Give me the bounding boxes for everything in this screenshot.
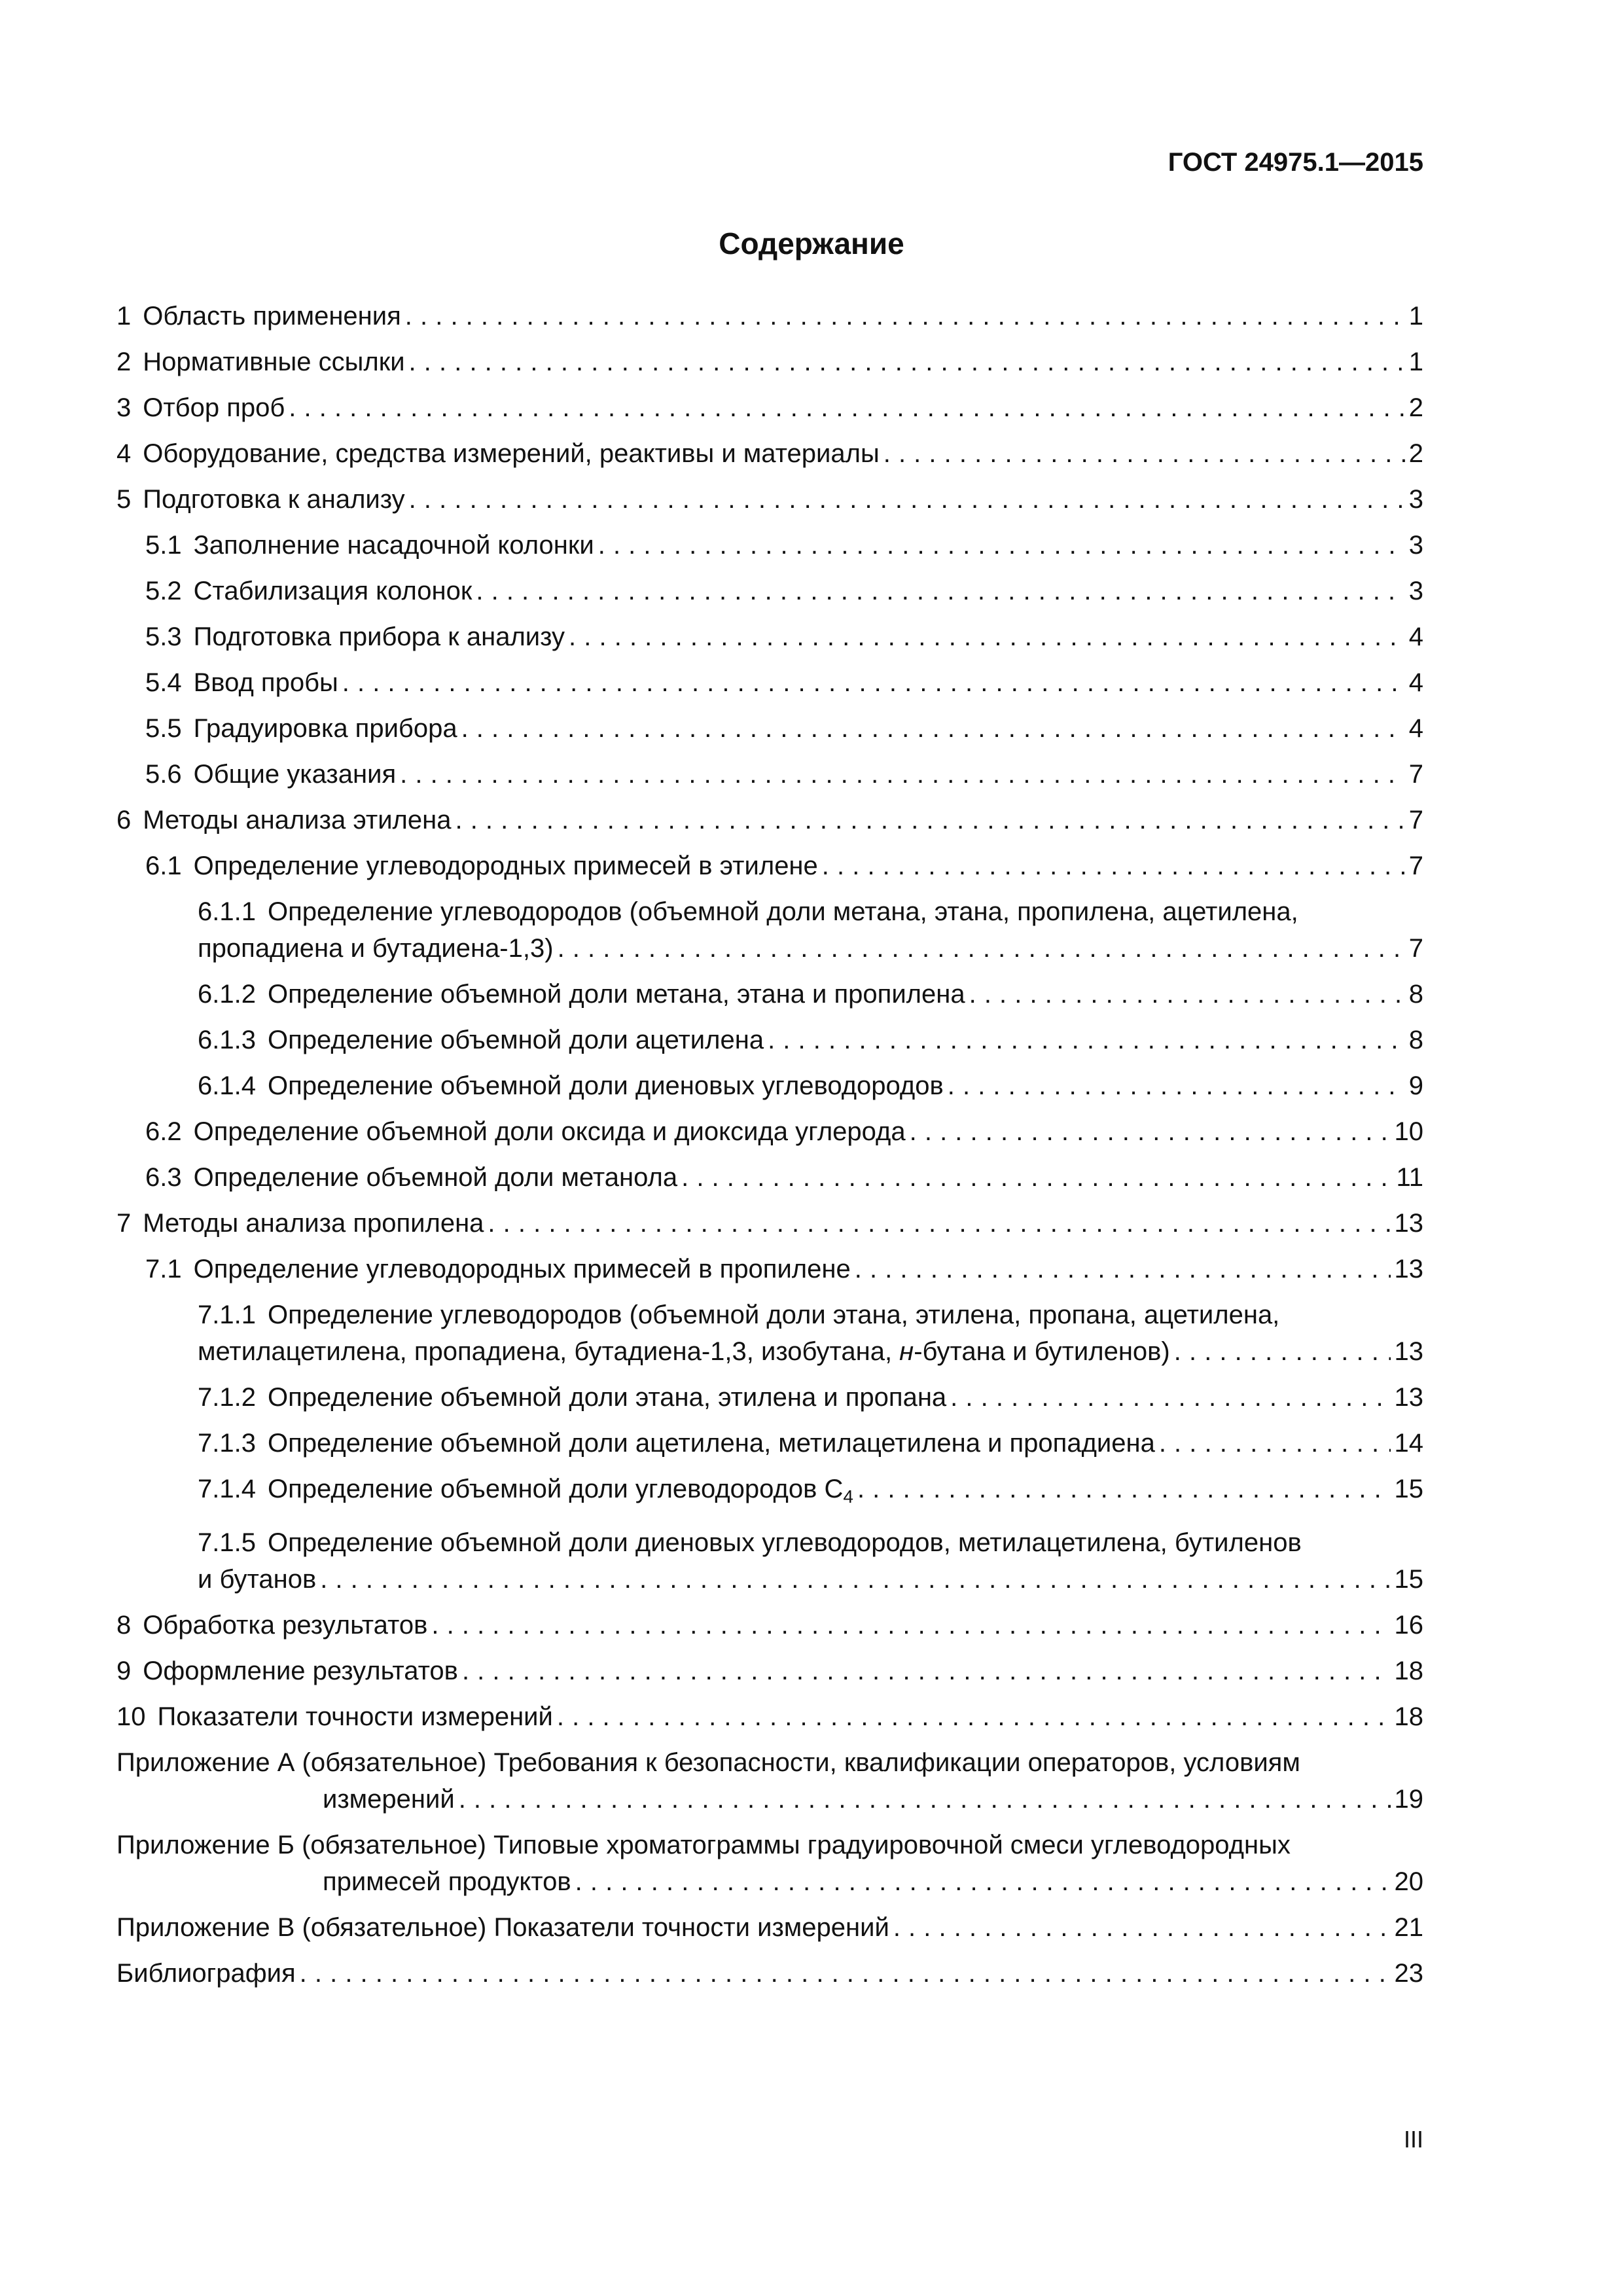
toc-page: 3 [1408, 577, 1423, 605]
toc-title: Определение углеводородных примесей в этилене [193, 852, 818, 880]
toc-number: 7 [116, 1209, 132, 1238]
toc-page: 4 [1408, 714, 1423, 743]
toc-number: 6.1 [145, 852, 182, 880]
toc-page: 8 [1408, 1026, 1423, 1054]
toc-number: 6.3 [145, 1163, 182, 1192]
toc-number: 4 [116, 439, 132, 468]
page-title: Содержание [719, 226, 904, 260]
toc-leader [857, 1471, 1391, 1507]
toc-leader [342, 664, 1405, 701]
toc-title: Подготовка прибора к анализу [193, 622, 565, 651]
toc-number: 9 [116, 1657, 132, 1685]
toc-leader [557, 1698, 1391, 1735]
toc-number: 7.1.2 [198, 1383, 256, 1412]
toc-entry-appendix[interactable] [116, 1909, 1423, 1946]
toc-title: Определение объемной доли метана, этана и пропилена [267, 980, 965, 1009]
toc-leader [289, 389, 1404, 426]
toc-page: 7 [1408, 934, 1423, 963]
toc-page: 13 [1394, 1337, 1423, 1366]
toc-leader [822, 848, 1405, 884]
toc-page: 16 [1394, 1611, 1423, 1640]
toc-entry[interactable] [116, 710, 1423, 747]
toc-page: 10 [1394, 1117, 1423, 1146]
toc-leader [948, 1067, 1405, 1104]
toc-page: 13 [1394, 1383, 1423, 1412]
toc-page: 19 [1394, 1785, 1423, 1814]
toc-number: 6.2 [145, 1117, 182, 1146]
toc-page: 18 [1394, 1657, 1423, 1685]
toc-title: Определение углеводородных примесей в пропилене [193, 1255, 851, 1283]
toc-number: 5.1 [145, 531, 182, 560]
toc-number: 3 [116, 393, 132, 422]
toc-entry[interactable] [116, 573, 1423, 609]
toc-title: Обработка результатов [143, 1611, 428, 1640]
toc-entry-appendix[interactable] [116, 1744, 1423, 1818]
toc-title: Определение объемной доли диеновых углеводородов [267, 1071, 944, 1100]
toc-leader [405, 298, 1405, 334]
toc-leader [1174, 1333, 1391, 1370]
toc-page: 8 [1408, 980, 1423, 1009]
toc-leader [558, 930, 1405, 967]
toc-leader [459, 1781, 1391, 1818]
toc-entry[interactable] [116, 1379, 1423, 1416]
toc-number: 7.1 [145, 1255, 182, 1283]
toc-title: Оборудование, средства измерений, реактивы и материалы [143, 439, 880, 468]
toc-title-continued: измерений [323, 1785, 455, 1814]
toc-leader [488, 1205, 1390, 1242]
toc-page: 3 [1408, 485, 1423, 514]
toc-title: Определение объемной доли этана, этилена и пропана [267, 1383, 947, 1412]
page-number: III [1403, 2126, 1423, 2153]
toc-title: Нормативные ссылки [143, 348, 405, 376]
toc-entry[interactable] [116, 1205, 1423, 1242]
toc-entry[interactable] [116, 1607, 1423, 1643]
toc-entry[interactable] [116, 1471, 1423, 1515]
toc-entry[interactable] [116, 527, 1423, 564]
toc-number: 5.2 [145, 577, 182, 605]
toc-page: 21 [1394, 1913, 1423, 1942]
toc-number: 5.3 [145, 622, 182, 651]
toc-page: 1 [1408, 302, 1423, 331]
toc-leader [300, 1955, 1391, 1992]
toc-page: 7 [1408, 760, 1423, 789]
toc-page: 7 [1408, 852, 1423, 880]
toc-page: 18 [1394, 1702, 1423, 1731]
toc-page: 15 [1394, 1475, 1423, 1503]
toc-leader [910, 1113, 1391, 1150]
toc-entry[interactable] [116, 298, 1423, 334]
toc-page: 7 [1408, 806, 1423, 834]
toc-entry[interactable] [116, 893, 1423, 967]
toc-entry[interactable] [116, 1653, 1423, 1689]
toc-leader [320, 1561, 1390, 1598]
toc-number: 6 [116, 806, 132, 834]
toc-page: 11 [1396, 1163, 1423, 1192]
toc-entry[interactable] [116, 664, 1423, 701]
toc-entry[interactable] [116, 1113, 1423, 1150]
toc-entry[interactable] [116, 848, 1423, 884]
toc-title: Оформление результатов [143, 1657, 458, 1685]
toc-number: 7.1.1 [198, 1300, 256, 1329]
toc-entry[interactable] [116, 1524, 1423, 1598]
toc-entry[interactable] [116, 802, 1423, 838]
toc-number: 5 [116, 485, 132, 514]
toc-entry[interactable] [116, 1698, 1423, 1735]
toc-entry-bibliography[interactable] [116, 1955, 1423, 1992]
toc-number: 6.1.3 [198, 1026, 256, 1054]
toc-title: Показатели точности измерений [157, 1702, 553, 1731]
toc-leader [969, 976, 1405, 1013]
toc-title: Определение объемной доли углеводородов $С_4$ [267, 1475, 853, 1507]
toc-title: Подготовка к анализу [143, 485, 405, 514]
toc-title: Приложение В (обязательное) Показатели точности измерений [116, 1913, 889, 1942]
toc-page: 3 [1408, 531, 1423, 560]
toc-entry[interactable] [116, 435, 1423, 472]
toc-entry[interactable] [116, 1297, 1423, 1370]
toc-page: 23 [1394, 1959, 1423, 1988]
toc-title: Общие указания [193, 760, 397, 789]
toc-title: Определение объемной доли диеновых углеводородов, метилацетилена, бутиленов [267, 1528, 1302, 1557]
toc-title: Определение объемной доли метанола [193, 1163, 678, 1192]
toc-number: 5.5 [145, 714, 182, 743]
toc-entry[interactable] [116, 756, 1423, 793]
toc-leader [409, 481, 1405, 518]
toc-leader [400, 756, 1405, 793]
toc-entry[interactable] [116, 481, 1423, 518]
toc-page: 4 [1408, 622, 1423, 651]
toc-leader [461, 710, 1405, 747]
toc-leader [455, 802, 1404, 838]
toc-entry[interactable] [116, 1159, 1423, 1196]
table-of-contents [116, 298, 1423, 2001]
toc-entry[interactable] [116, 344, 1423, 380]
toc-leader [855, 1251, 1391, 1287]
toc-leader [476, 573, 1404, 609]
toc-title: Методы анализа этилена [143, 806, 452, 834]
toc-page: 4 [1408, 668, 1423, 697]
toc-leader [950, 1379, 1390, 1416]
toc-entry[interactable] [116, 389, 1423, 426]
toc-page: 2 [1408, 393, 1423, 422]
toc-number: 8 [116, 1611, 132, 1640]
toc-number: 2 [116, 348, 132, 376]
toc-entry[interactable] [116, 976, 1423, 1013]
toc-number: 6.1.1 [198, 897, 256, 926]
toc-leader [409, 344, 1405, 380]
standard-number: ГОСТ 24975.1—2015 [1168, 148, 1423, 177]
toc-title: Определение углеводородов (объемной доли этана, этилена, пропана, ацетилена, [267, 1300, 1280, 1329]
toc-title: Определение объемной доли ацетилена [267, 1026, 764, 1054]
toc-title: Область применения [143, 302, 401, 331]
toc-title-continued: и бутанов [198, 1565, 317, 1594]
toc-title: Библиография [116, 1959, 296, 1988]
toc-number: 7.1.4 [198, 1475, 256, 1503]
toc-page: 9 [1408, 1071, 1423, 1100]
toc-title-continued: примесей продуктов [323, 1867, 571, 1896]
toc-title: Определение углеводородов (объемной доли метана, этана, пропилена, ацетилена, [267, 897, 1298, 926]
toc-title: Отбор проб [143, 393, 285, 422]
toc-number: 5.6 [145, 760, 182, 789]
toc-entry[interactable] [116, 1022, 1423, 1058]
toc-number: 7.1.3 [198, 1429, 256, 1458]
toc-page: 13 [1394, 1255, 1423, 1283]
toc-leader [883, 435, 1405, 472]
toc-page: 20 [1394, 1867, 1423, 1896]
toc-leader [575, 1863, 1391, 1900]
toc-title-continued: пропадиена и бутадиена-1,3) [198, 934, 554, 963]
toc-leader [893, 1909, 1391, 1946]
toc-page: 2 [1408, 439, 1423, 468]
toc-title: Стабилизация колонок [193, 577, 473, 605]
toc-entry[interactable] [116, 1251, 1423, 1287]
toc-entry[interactable] [116, 1425, 1423, 1462]
toc-leader [681, 1159, 1392, 1196]
toc-page: 14 [1394, 1429, 1423, 1458]
toc-title: Методы анализа пропилена [143, 1209, 484, 1238]
toc-page: 1 [1408, 348, 1423, 376]
toc-leader [462, 1653, 1391, 1689]
toc-number: 5.4 [145, 668, 182, 697]
toc-page: 15 [1394, 1565, 1423, 1594]
toc-entry[interactable] [116, 1067, 1423, 1104]
toc-title: Приложение Б (обязательное) Типовые хроматограммы градуировочной смеси углеводородных [116, 1831, 1291, 1859]
toc-title: Приложение А (обязательное) Требования к безопасности, квалификации операторов, условиям [116, 1748, 1300, 1777]
toc-leader [431, 1607, 1390, 1643]
toc-leader [569, 619, 1405, 655]
toc-leader [598, 527, 1405, 564]
toc-title: Определение объемной доли ацетилена, метилацетилена и пропадиена [267, 1429, 1155, 1458]
toc-number: 6.1.2 [198, 980, 256, 1009]
toc-number: 6.1.4 [198, 1071, 256, 1100]
toc-entry-appendix[interactable] [116, 1827, 1423, 1900]
toc-number: 10 [116, 1702, 146, 1731]
toc-leader [1159, 1425, 1391, 1462]
toc-title: Градуировка прибора [193, 714, 457, 743]
toc-title: Заполнение насадочной колонки [193, 531, 594, 560]
toc-title: Ввод пробы [193, 668, 338, 697]
toc-title: Определение объемной доли оксида и диоксида углерода [193, 1117, 906, 1146]
toc-number: 7.1.5 [198, 1528, 256, 1557]
toc-title-continued: метилацетилена, пропадиена, бутадиена-1,3, изобутана, н-бутана и бутиленов) [198, 1337, 1170, 1366]
toc-leader [768, 1022, 1405, 1058]
toc-entry[interactable] [116, 619, 1423, 655]
toc-number: 1 [116, 302, 132, 331]
toc-page: 13 [1394, 1209, 1423, 1238]
